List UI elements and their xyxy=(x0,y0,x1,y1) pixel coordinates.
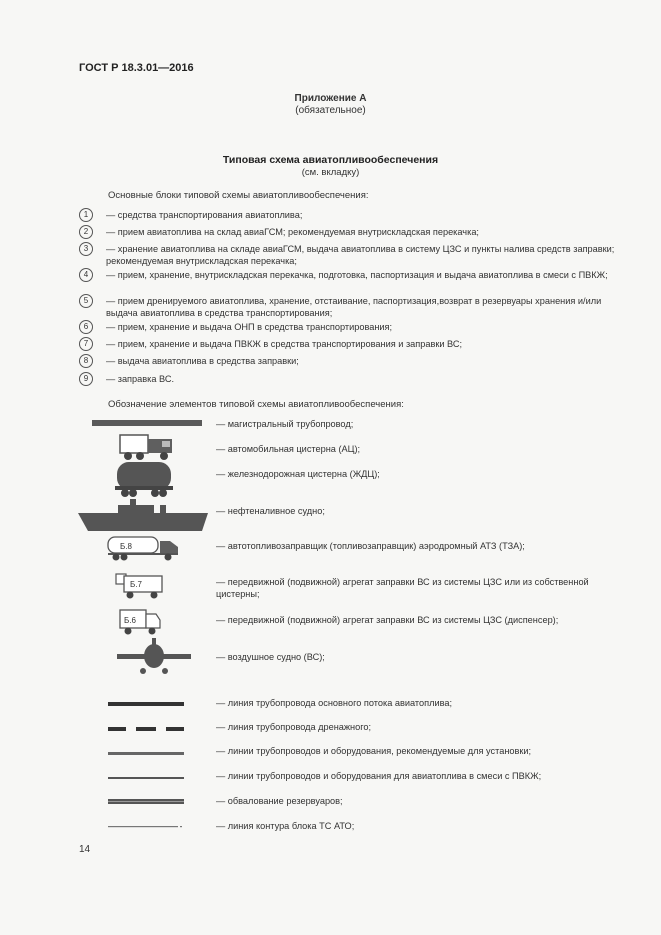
block-text: — хранение авиатоплива на складе авиаГСМ, выдача авиатоплива в систему ЦЗС и пункты налива средств заправки; рекомендуемая внутрискладская перекачка; xyxy=(106,244,615,266)
line-drain-icon xyxy=(108,724,184,734)
refueler-truck-icon xyxy=(106,535,182,561)
standard-code: ГОСТ Р 18.3.01—2016 xyxy=(79,62,194,74)
rail-tank-car-icon xyxy=(113,460,175,498)
line-main-flow-icon xyxy=(108,699,184,709)
legend-text: — линия трубопровода дренажного; xyxy=(216,722,372,732)
legend-text: — магистральный трубопровод; xyxy=(216,419,354,429)
block-number: 2 xyxy=(79,225,93,239)
line-block-contour-icon xyxy=(108,822,184,832)
legend-intro: Обозначение элементов типовой схемы авиатопливообеспечения: xyxy=(108,399,404,410)
legend-text: — нефтеналивное судно; xyxy=(216,506,325,516)
line-embankment-icon xyxy=(108,797,184,807)
block-text: — прием дренируемого авиатоплива, хранение, отстаивание, паспортизация,возврат в резервуары хранения и/или выдача авиатоплива в средства транспортирования; xyxy=(106,296,602,318)
main-pipeline-icon xyxy=(92,418,202,428)
legend-text: — линия контура блока ТС АТО; xyxy=(216,821,355,831)
block-text: — прием, хранение и выдача ОНП в средства транспортирования; xyxy=(106,322,393,332)
block-number: 4 xyxy=(79,268,93,282)
block-text: — выдача авиатоплива в средства заправки; xyxy=(106,356,299,366)
dispenser-unit-icon xyxy=(118,604,164,636)
legend-text: — линия трубопровода основного потока авиатоплива; xyxy=(216,698,453,708)
block-number: 9 xyxy=(79,372,93,386)
block-number: 5 xyxy=(79,294,93,308)
legend-text: — передвижной (подвижной) агрегат заправки ВС из системы ЦЗС (диспенсер); xyxy=(216,615,559,625)
appendix-note: (обязательное) xyxy=(295,105,366,116)
line-recommended-icon xyxy=(108,749,184,759)
block-number: 1 xyxy=(79,208,93,222)
legend-text: — воздушное судно (ВС); xyxy=(216,652,325,662)
block-number: 8 xyxy=(79,354,93,368)
block-number: 7 xyxy=(79,337,93,351)
block-number: 6 xyxy=(79,320,93,334)
section-subtitle: (см. вкладку) xyxy=(301,167,360,178)
legend-text: — передвижной (подвижной) агрегат заправки ВС из системы ЦЗС или из собственной цистерны; xyxy=(216,577,589,599)
block-number: 3 xyxy=(79,242,93,256)
legend-text: — линии трубопроводов и оборудования для авиатоплива в смеси с ПВКЖ; xyxy=(216,771,542,781)
mobile-unit-icon xyxy=(114,568,166,600)
dispenser-label: Б.6 xyxy=(124,616,136,625)
mobile-unit-label: Б.7 xyxy=(130,580,142,589)
tank-truck-icon xyxy=(118,433,178,463)
legend-text: — автотопливозаправщик (топливозаправщик) аэродромный АТЗ (ТЗА); xyxy=(216,541,525,551)
appendix-title: Приложение А xyxy=(294,93,367,104)
block-text: — прием авиатоплива на склад авиаГСМ; рекомендуемая внутрискладская перекачка; xyxy=(106,227,479,237)
page-number: 14 xyxy=(79,844,91,855)
legend-text: — обвалование резервуаров; xyxy=(216,796,343,806)
line-fuel-mix-icon xyxy=(108,773,184,783)
block-text: — прием, хранение, внутрискладская перекачка, подготовка, паспортизация и выдача авиатоплива в смеси с ПВКЖ; xyxy=(106,270,608,280)
legend-text: — железнодорожная цистерна (ЖДЦ); xyxy=(216,469,380,479)
aircraft-icon xyxy=(117,638,191,676)
block-text: — прием, хранение и выдача ПВКЖ в средства транспортирования и заправки ВС; xyxy=(106,339,463,349)
blocks-intro: Основные блоки типовой схемы авиатопливообеспечения: xyxy=(108,190,369,201)
section-title: Типовая схема авиатопливообеспечения xyxy=(222,154,439,166)
legend-text: — линии трубопроводов и оборудования, рекомендуемые для установки; xyxy=(216,746,532,756)
block-text: — средства транспортирования авиатоплива; xyxy=(106,210,303,220)
block-text: — заправка ВС. xyxy=(106,374,175,384)
legend-text: — автомобильная цистерна (АЦ); xyxy=(216,444,361,454)
refueler-label: Б.8 xyxy=(120,542,132,551)
tanker-ship-icon xyxy=(78,497,210,535)
